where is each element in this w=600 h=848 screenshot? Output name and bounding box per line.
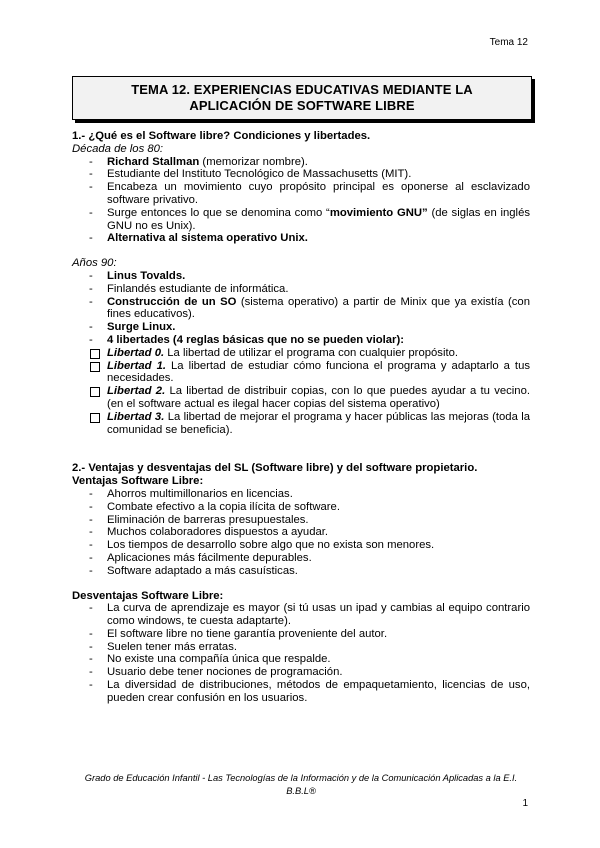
freedom-item: Libertad 1. La libertad de estudiar cómo funciona el programa y adaptarlo a tus necesidades. xyxy=(72,360,530,386)
footer xyxy=(72,772,530,798)
checkbox-icon xyxy=(90,362,100,372)
disadvantages-list xyxy=(72,602,530,704)
freedom-item: Libertad 0. La libertad de utilizar el programa con cualquier propósito. xyxy=(72,347,530,360)
list-item: - Software adaptado a más casuísticas. xyxy=(72,565,530,578)
list-item: - No existe una compañía única que respalde. xyxy=(72,653,530,666)
title-line-1: TEMA 12. EXPERIENCIAS EDUCATIVAS MEDIANTE LA xyxy=(131,82,473,97)
decade-80-label: Década de los 80: xyxy=(72,142,164,155)
advantages-label: Ventajas Software Libre: xyxy=(72,475,204,488)
page-title xyxy=(131,82,472,114)
title-line-2: APLICACIÓN DE SOFTWARE LIBRE xyxy=(189,98,415,113)
checkbox-icon xyxy=(90,413,100,423)
list-item: - Alternativa al sistema operativo Unix. xyxy=(72,232,530,245)
advantages-list xyxy=(72,488,530,578)
list-item: - Los tiempos de desarrollo sobre algo que no exista son menores. xyxy=(72,539,530,552)
section-2-heading: 2.- Ventajas y desventajas del SL (Software libre) y del software propietario. xyxy=(72,462,478,475)
list-item: - Usuario debe tener nociones de programación. xyxy=(72,666,530,679)
list-item: - Finlandés estudiante de informática. xyxy=(72,283,530,296)
list-item: - Richard Stallman (memorizar nombre). xyxy=(72,156,530,169)
checkbox-icon xyxy=(90,349,100,359)
disadvantages-label: Desventajas Software Libre: xyxy=(72,589,224,602)
list-item: - La curva de aprendizaje es mayor (si tú usas un ipad y cambias al equipo contrario como windows, te cuesta adaptarte). xyxy=(72,602,530,628)
list-item: - Suelen tener más erratas. xyxy=(72,641,530,654)
header-topic: Tema 12 xyxy=(489,37,528,48)
list-item: - Combate efectivo a la copia ilícita de software. xyxy=(72,501,530,514)
years-90-list xyxy=(72,270,530,347)
footer-line-1: Grado de Educación Infantil - Las Tecnologías de la Información y de la Comunicación Aplicadas a la E.I. xyxy=(84,773,518,783)
page-number: 1 xyxy=(522,798,528,809)
list-item: - Eliminación de barreras presupuestales. xyxy=(72,514,530,527)
list-item: - Encabeza un movimiento cuyo propósito principal es oponerse al esclavizado software privativo. xyxy=(72,181,530,207)
footer-line-2: B.B.L® xyxy=(286,786,316,796)
document-body xyxy=(72,130,530,705)
list-item: - 4 libertades (4 reglas básicas que no se pueden violar): xyxy=(72,334,530,347)
freedoms-list xyxy=(72,347,530,437)
list-item: - El software libre no tiene garantía proveniente del autor. xyxy=(72,628,530,641)
title-box xyxy=(72,76,532,120)
freedom-item: Libertad 3. La libertad de mejorar el programa y hacer públicas las mejoras (toda la comunidad se beneficia). xyxy=(72,411,530,437)
list-item: - Ahorros multimillonarios en licencias. xyxy=(72,488,530,501)
decade-80-list xyxy=(72,156,530,246)
list-item: - Construcción de un SO (sistema operativo) a partir de Minix que ya existía (con fines educativos). xyxy=(72,296,530,322)
freedom-item: Libertad 2. La libertad de distribuir copias, con lo que puedes ayudar a tu vecino. (en el software actual es ilegal hacer copias del sistema operativo) xyxy=(72,385,530,411)
years-90-label: Años 90: xyxy=(72,257,117,270)
list-item: - Aplicaciones más fácilmente depurables. xyxy=(72,552,530,565)
list-item: - La diversidad de distribuciones, métodos de empaquetamiento, licencias de uso, pueden crear confusión en los usuarios. xyxy=(72,679,530,705)
list-item: - Muchos colaboradores dispuestos a ayudar. xyxy=(72,526,530,539)
list-item: - Linus Tovalds. xyxy=(72,270,530,283)
list-item: - Surge entonces lo que se denomina como “movimiento GNU” (de siglas en inglés GNU no es Unix). xyxy=(72,207,530,233)
checkbox-icon xyxy=(90,387,100,397)
list-item: - Surge Linux. xyxy=(72,321,530,334)
list-item: - Estudiante del Instituto Tecnológico de Massachusetts (MIT). xyxy=(72,168,530,181)
section-1-heading: 1.- ¿Qué es el Software libre? Condiciones y libertades. xyxy=(72,130,371,142)
